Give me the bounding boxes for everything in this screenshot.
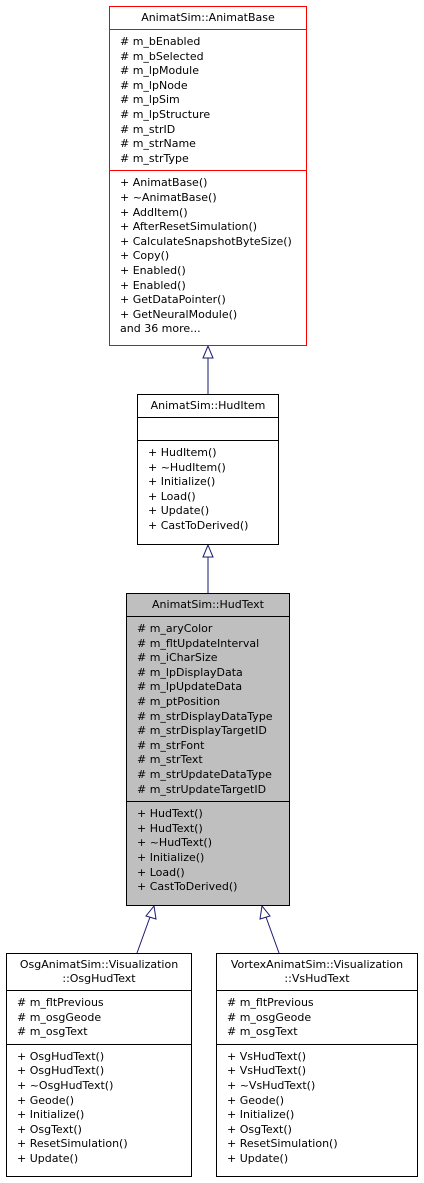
method-item: + OsgHudText() [17, 1049, 105, 1063]
arrow-animatbase [203, 346, 213, 358]
method-item: + ResetSimulation() [227, 1137, 338, 1151]
attribute-item: # m_aryColor [137, 622, 213, 635]
method-item: + GetNeuralModule() [120, 307, 238, 321]
method-item: + CastToDerived() [148, 518, 249, 532]
attribute-item: # m_fltUpdateInterval [137, 636, 260, 650]
arrow-hudtext-right [260, 906, 270, 919]
attribute-item: # m_osgText [227, 1025, 298, 1039]
method-item: and 36 more... [120, 322, 201, 336]
method-item: + AfterResetSimulation() [120, 220, 258, 234]
attribute-item: # m_strUpdateDataType [137, 767, 272, 781]
attributes-section [7, 990, 191, 1044]
class-title [7, 954, 191, 990]
method-item: + Geode() [227, 1093, 285, 1107]
method-item: + ~VsHudText() [227, 1078, 316, 1092]
method-item: + ~HudText() [137, 836, 212, 850]
class-title-line2: ::VsHudText [284, 972, 350, 985]
method-item: + Load() [137, 865, 185, 879]
method-item: + HudItem() [148, 446, 217, 459]
method-item: + AnimatBase() [120, 176, 208, 190]
attribute-item: # m_strID [120, 122, 176, 136]
attribute-item: # m_ptPosition [137, 694, 221, 708]
attribute-item: # m_osgGeode [227, 1010, 312, 1024]
class-title-line2: ::OsgHudText [62, 972, 136, 985]
method-item: + ~AnimatBase() [120, 190, 217, 204]
attribute-item: # m_lpModule [120, 64, 199, 78]
class-vshudtext[interactable] [216, 953, 418, 1177]
attribute-item: # m_strFont [137, 738, 205, 752]
method-item: + ~HudItem() [148, 460, 226, 474]
method-item: + Initialize() [148, 475, 216, 489]
class-osghudtext[interactable] [6, 953, 192, 1177]
method-item: + OsgText() [227, 1122, 292, 1136]
method-item: + CastToDerived() [137, 880, 238, 894]
method-item: + Initialize() [17, 1108, 85, 1122]
attribute-item: # m_bSelected [120, 49, 204, 63]
attribute-item: # m_strDisplayDataType [137, 709, 273, 723]
method-item: + Initialize() [227, 1108, 295, 1122]
attribute-item: # m_fltPrevious [17, 996, 104, 1009]
method-item: + Enabled() [120, 263, 186, 277]
class-title [217, 954, 417, 990]
attribute-item: # m_osgText [17, 1025, 88, 1039]
attribute-item: # m_lpNode [120, 78, 188, 92]
method-item: + ResetSimulation() [17, 1137, 128, 1151]
attribute-item: # m_bEnabled [120, 35, 201, 48]
method-item: + VsHudText() [227, 1064, 307, 1078]
methods-section [217, 1044, 417, 1171]
attribute-item: # m_lpUpdateData [137, 680, 243, 694]
attribute-item: # m_fltPrevious [227, 996, 314, 1009]
attributes-section [127, 616, 289, 801]
attribute-item: # m_lpStructure [120, 107, 211, 121]
methods-section [127, 801, 289, 899]
method-item: + AddItem() [120, 205, 188, 219]
methods-section [110, 170, 306, 341]
methods-section [7, 1044, 191, 1171]
attribute-item: # m_strText [137, 753, 203, 767]
method-item: + CalculateSnapshotByteSize() [120, 234, 292, 248]
methods-section [138, 440, 278, 538]
class-title-line1: OsgAnimatSim::Visualization [19, 958, 179, 971]
attribute-item: # m_osgGeode [17, 1010, 102, 1024]
class-title-line1: VortexAnimatSim::Visualization [230, 958, 404, 971]
class-huditem[interactable] [137, 394, 279, 545]
edge-osghudtext-to-hudtext [137, 917, 150, 953]
attribute-item: # m_iCharSize [137, 651, 218, 665]
method-item: + Geode() [17, 1093, 75, 1107]
method-item: + Update() [17, 1151, 79, 1165]
method-item: + Load() [148, 489, 196, 503]
method-item: + ~OsgHudText() [17, 1078, 114, 1092]
method-item: + GetDataPointer() [120, 293, 226, 307]
method-item: + Initialize() [137, 850, 205, 864]
arrow-huditem [203, 545, 213, 557]
edge-vshudtext-to-hudtext [266, 917, 279, 953]
method-item: + Update() [148, 504, 210, 518]
attribute-item: # m_strName [120, 137, 196, 151]
class-title: AnimatSim::HudItem [150, 399, 266, 412]
attribute-item: # m_strDisplayTargetID [137, 724, 267, 738]
attribute-item: # m_lpDisplayData [137, 665, 243, 679]
method-item: + Update() [227, 1151, 289, 1165]
class-title: AnimatSim::AnimatBase [141, 11, 275, 24]
attribute-item: # m_lpSim [120, 93, 180, 107]
attributes-section [217, 990, 417, 1044]
method-item: + Copy() [120, 249, 170, 263]
method-item: + VsHudText() [227, 1049, 307, 1063]
class-title: AnimatSim::HudText [152, 598, 264, 611]
attribute-item: # m_strUpdateTargetID [137, 782, 267, 796]
method-item: + HudText() [137, 821, 203, 835]
attributes-section [138, 417, 278, 440]
attribute-item: # m_strType [120, 151, 189, 165]
method-item: + Enabled() [120, 278, 186, 292]
method-item: + HudText() [137, 807, 203, 821]
method-item: + OsgText() [17, 1122, 82, 1136]
method-item: + OsgHudText() [17, 1064, 105, 1078]
class-hudtext[interactable] [126, 593, 290, 906]
class-animatbase[interactable] [109, 6, 307, 346]
arrow-hudtext-left [146, 906, 156, 919]
attributes-section [110, 29, 306, 170]
